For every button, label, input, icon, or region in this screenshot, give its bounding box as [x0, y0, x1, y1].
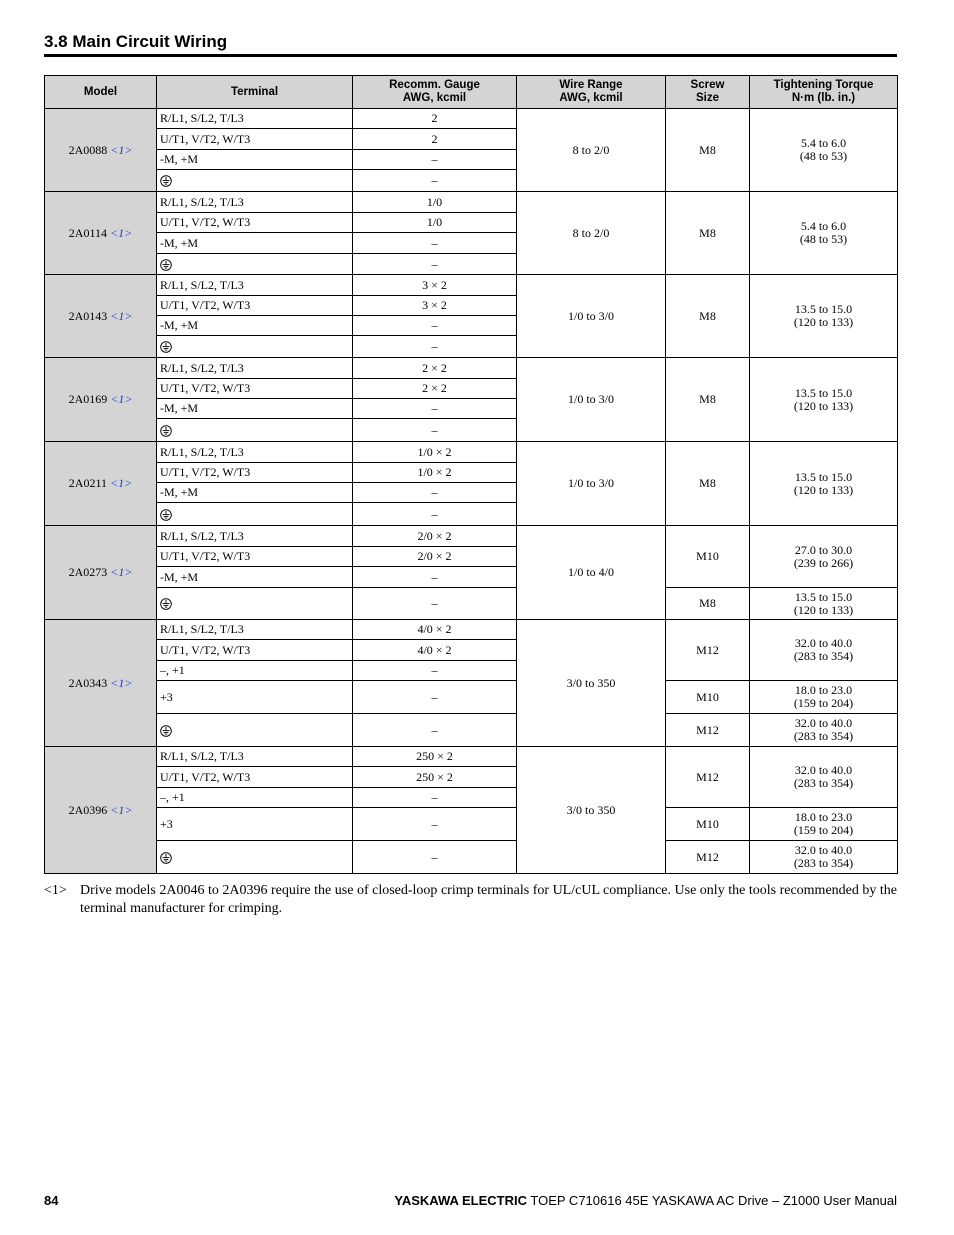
torque-cell: 32.0 to 40.0 (283 to 354): [750, 747, 898, 808]
header-model: Model: [45, 76, 157, 109]
terminal-cell: U/T1, V/T2, W/T3: [157, 640, 353, 661]
gauge-cell: 1/0 × 2: [353, 463, 517, 483]
table-header-row: [45, 76, 898, 109]
gauge-cell: –: [353, 419, 517, 442]
note-reference: <1>: [110, 802, 133, 817]
wire-range-cell: 1/0 to 3/0: [517, 275, 666, 358]
ground-icon: [160, 598, 172, 610]
model-cell: 2A0273 <1>: [45, 526, 157, 620]
gauge-cell: –: [353, 841, 517, 874]
terminal-cell: [157, 254, 353, 275]
gauge-cell: 1/0 × 2: [353, 442, 517, 463]
gauge-cell: –: [353, 170, 517, 192]
screw-size-cell: M8: [666, 192, 750, 275]
terminal-cell: [157, 588, 353, 620]
table-row: [45, 714, 898, 747]
gauge-cell: –: [353, 503, 517, 526]
terminal-cell: [157, 841, 353, 874]
gauge-cell: –: [353, 588, 517, 620]
note-reference: <1>: [110, 308, 133, 323]
header-gauge: Recomm. Gauge AWG, kcmil: [353, 76, 517, 109]
table-row: [45, 442, 898, 463]
screw-size-cell: M12: [666, 714, 750, 747]
model-cell: 2A0343 <1>: [45, 620, 157, 747]
gauge-cell: 4/0 × 2: [353, 620, 517, 640]
wire-range-cell: 3/0 to 350: [517, 747, 666, 874]
screw-size-cell: M8: [666, 358, 750, 442]
table-row: [45, 275, 898, 296]
torque-cell: 32.0 to 40.0 (283 to 354): [750, 620, 898, 681]
terminal-cell: [157, 714, 353, 747]
terminal-cell: -M, +M: [157, 483, 353, 503]
gauge-cell: –: [353, 661, 517, 681]
wire-range-cell: 1/0 to 4/0: [517, 526, 666, 620]
footer-brand: YASKAWA ELECTRIC: [394, 1193, 528, 1208]
header-screw-size: Screw Size: [666, 76, 750, 109]
screw-size-cell: M10: [666, 526, 750, 588]
terminal-cell: U/T1, V/T2, W/T3: [157, 296, 353, 316]
terminal-cell: +3: [157, 808, 353, 841]
torque-cell: 5.4 to 6.0 (48 to 53): [750, 192, 898, 275]
gauge-cell: –: [353, 316, 517, 336]
section-title: 3.8 Main Circuit Wiring: [44, 32, 228, 51]
terminal-cell: [157, 170, 353, 192]
gauge-cell: –: [353, 714, 517, 747]
table-row: [45, 109, 898, 129]
screw-size-cell: M8: [666, 588, 750, 620]
terminal-cell: [157, 419, 353, 442]
ground-icon: [160, 259, 172, 271]
gauge-cell: –: [353, 681, 517, 714]
header-torque: Tightening Torque N·m (lb. in.): [750, 76, 898, 109]
wire-range-cell: 1/0 to 3/0: [517, 358, 666, 442]
torque-cell: 27.0 to 30.0 (239 to 266): [750, 526, 898, 588]
page-number: 84: [44, 1193, 59, 1208]
torque-cell: 5.4 to 6.0 (48 to 53): [750, 109, 898, 192]
gauge-cell: 2: [353, 109, 517, 129]
terminal-cell: R/L1, S/L2, T/L3: [157, 275, 353, 296]
torque-cell: 32.0 to 40.0 (283 to 354): [750, 714, 898, 747]
gauge-cell: –: [353, 254, 517, 275]
terminal-cell: –, +1: [157, 788, 353, 808]
torque-cell: 13.5 to 15.0 (120 to 133): [750, 588, 898, 620]
note-reference: <1>: [110, 142, 133, 157]
gauge-cell: 2 × 2: [353, 358, 517, 379]
torque-cell: 18.0 to 23.0 (159 to 204): [750, 808, 898, 841]
gauge-cell: 2/0 × 2: [353, 526, 517, 547]
ground-icon: [160, 425, 172, 437]
gauge-cell: –: [353, 788, 517, 808]
gauge-cell: 2 × 2: [353, 379, 517, 399]
table-row: [45, 526, 898, 547]
gauge-cell: –: [353, 808, 517, 841]
note-reference: <1>: [110, 225, 133, 240]
gauge-cell: 250 × 2: [353, 747, 517, 767]
screw-size-cell: M12: [666, 841, 750, 874]
ground-icon: [160, 175, 172, 187]
screw-size-cell: M10: [666, 808, 750, 841]
screw-size-cell: M8: [666, 275, 750, 358]
note-reference: <1>: [110, 392, 133, 406]
gauge-cell: –: [353, 233, 517, 254]
gauge-cell: 4/0 × 2: [353, 640, 517, 661]
table-row: [45, 358, 898, 379]
terminal-cell: [157, 503, 353, 526]
gauge-cell: 3 × 2: [353, 275, 517, 296]
footnote-mark: <1>: [44, 883, 67, 898]
note-reference: <1>: [110, 675, 133, 690]
wire-range-cell: 1/0 to 3/0: [517, 442, 666, 526]
terminal-cell: -M, +M: [157, 399, 353, 419]
footnote-text: Drive models 2A0046 to 2A0396 require the use of closed-loop crimp terminals for UL/cUL compliance. Use only the tools recommended by the terminal manufacturer for crimping.: [80, 883, 897, 916]
screw-size-cell: M8: [666, 109, 750, 192]
note-reference: <1>: [110, 565, 133, 579]
ground-icon: [160, 509, 172, 521]
wire-range-cell: 8 to 2/0: [517, 192, 666, 275]
table-row: [45, 192, 898, 213]
header-wire-range: Wire Range AWG, kcmil: [517, 76, 666, 109]
wire-range-cell: 8 to 2/0: [517, 109, 666, 192]
table-row: [45, 681, 898, 714]
gauge-cell: –: [353, 567, 517, 588]
gauge-cell: 2/0 × 2: [353, 547, 517, 567]
screw-size-cell: M12: [666, 620, 750, 681]
terminal-cell: U/T1, V/T2, W/T3: [157, 379, 353, 399]
terminal-cell: R/L1, S/L2, T/L3: [157, 747, 353, 767]
table-row: [45, 808, 898, 841]
footer-doc-info: [394, 1193, 897, 1208]
table-row: [45, 841, 898, 874]
torque-cell: 32.0 to 40.0 (283 to 354): [750, 841, 898, 874]
terminal-cell: R/L1, S/L2, T/L3: [157, 442, 353, 463]
terminal-cell: -M, +M: [157, 233, 353, 254]
terminal-cell: -M, +M: [157, 567, 353, 588]
gauge-cell: –: [353, 336, 517, 358]
ground-icon: [160, 852, 172, 864]
terminal-cell: -M, +M: [157, 150, 353, 170]
terminal-cell: U/T1, V/T2, W/T3: [157, 547, 353, 567]
terminal-cell: R/L1, S/L2, T/L3: [157, 620, 353, 640]
torque-cell: 13.5 to 15.0 (120 to 133): [750, 275, 898, 358]
model-cell: 2A0396 <1>: [45, 747, 157, 874]
table-row: [45, 588, 898, 620]
terminal-cell: +3: [157, 681, 353, 714]
terminal-cell: R/L1, S/L2, T/L3: [157, 109, 353, 129]
gauge-cell: –: [353, 483, 517, 503]
ground-icon: [160, 341, 172, 353]
terminal-cell: R/L1, S/L2, T/L3: [157, 358, 353, 379]
model-cell: 2A0143 <1>: [45, 275, 157, 358]
gauge-cell: 3 × 2: [353, 296, 517, 316]
footer-doc: TOEP C710616 45E YASKAWA AC Drive – Z1000 User Manual: [527, 1193, 897, 1208]
gauge-cell: 1/0: [353, 213, 517, 233]
note-reference: <1>: [110, 476, 133, 490]
screw-size-cell: M12: [666, 747, 750, 808]
wiring-table: [44, 75, 898, 874]
terminal-cell: –, +1: [157, 661, 353, 681]
terminal-cell: -M, +M: [157, 316, 353, 336]
ground-icon: [160, 725, 172, 737]
table-row: [45, 620, 898, 640]
torque-cell: 13.5 to 15.0 (120 to 133): [750, 442, 898, 526]
footnote: [44, 882, 897, 918]
terminal-cell: U/T1, V/T2, W/T3: [157, 129, 353, 150]
model-cell: 2A0088 <1>: [45, 109, 157, 192]
terminal-cell: U/T1, V/T2, W/T3: [157, 767, 353, 788]
screw-size-cell: M8: [666, 442, 750, 526]
wire-range-cell: 3/0 to 350: [517, 620, 666, 747]
terminal-cell: U/T1, V/T2, W/T3: [157, 463, 353, 483]
gauge-cell: 1/0: [353, 192, 517, 213]
torque-cell: 13.5 to 15.0 (120 to 133): [750, 358, 898, 442]
model-cell: 2A0211 <1>: [45, 442, 157, 526]
model-cell: 2A0114 <1>: [45, 192, 157, 275]
gauge-cell: 250 × 2: [353, 767, 517, 788]
terminal-cell: [157, 336, 353, 358]
model-cell: 2A0169 <1>: [45, 358, 157, 442]
header-terminal: Terminal: [157, 76, 353, 109]
gauge-cell: –: [353, 150, 517, 170]
terminal-cell: R/L1, S/L2, T/L3: [157, 526, 353, 547]
table-row: [45, 747, 898, 767]
screw-size-cell: M10: [666, 681, 750, 714]
terminal-cell: R/L1, S/L2, T/L3: [157, 192, 353, 213]
gauge-cell: –: [353, 399, 517, 419]
torque-cell: 18.0 to 23.0 (159 to 204): [750, 681, 898, 714]
title-rule: [44, 54, 897, 57]
terminal-cell: U/T1, V/T2, W/T3: [157, 213, 353, 233]
gauge-cell: 2: [353, 129, 517, 150]
